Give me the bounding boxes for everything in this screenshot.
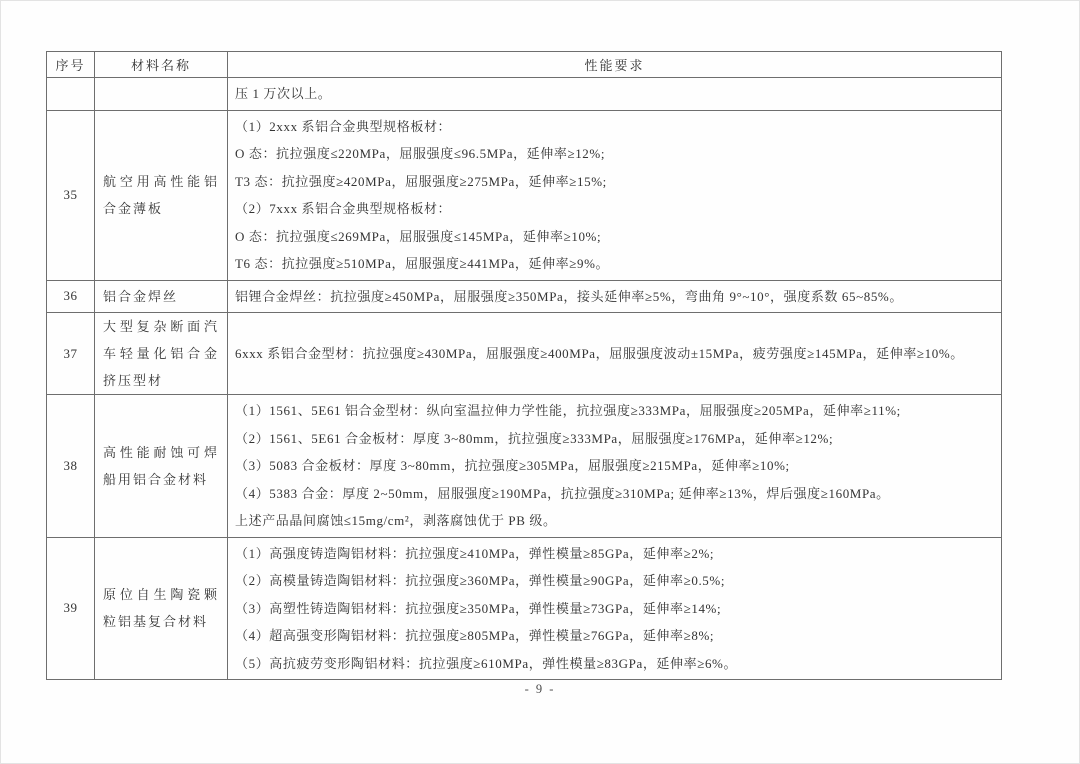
requirement-line: O 态：抗拉强度≤269MPa，屈服强度≤145MPa，延伸率≥10%; <box>235 228 602 244</box>
requirements-cell <box>228 110 1002 280</box>
table-row <box>47 395 1002 538</box>
requirement-line: 上述产品晶间腐蚀≤15mg/cm²，剥落腐蚀优于 PB 级。 <box>235 513 557 528</box>
requirement-line: （4）5383 合金：厚度 2~50mm，屈服强度≥190MPa，抗拉强度≥310MPa; 延伸率≥13%，焊后强度≥160MPa。 <box>235 485 890 501</box>
material-name-cell <box>95 78 228 111</box>
requirement-line: （1）2xxx 系铝合金典型规格板材： <box>235 118 452 134</box>
requirement-line: （2）7xxx 系铝合金典型规格板材： <box>235 201 452 216</box>
material-name-cell: 铝合金焊丝 <box>95 280 228 313</box>
table-row <box>47 537 1002 680</box>
requirement-line: （5）高抗疲劳变形陶铝材料：抗拉强度≥610MPa，弹性模量≥83GPa，延伸率≥6%。 <box>235 655 738 671</box>
requirement-line: （2）1561、5E61 合金板材：厚度 3~80mm，抗拉强度≥333MPa，屈服强度≥176MPa，延伸率≥12%; <box>235 430 834 446</box>
row-id-cell: 35 <box>47 110 95 280</box>
row-id-cell: 38 <box>47 395 95 538</box>
material-name-cell: 大型复杂断面汽车轻量化铝合金挤压型材 <box>95 313 228 395</box>
requirement-line: 铝锂合金焊丝：抗拉强度≥450MPa，屈服强度≥350MPa，接头延伸率≥5%，弯曲角 9°~10°，强度系数 65~85%。 <box>235 288 903 304</box>
requirement-line: （1）1561、5E61 铝合金型材：纵向室温拉伸力学性能，抗拉强度≥333MPa，屈服强度≥205MPa，延伸率≥11%; <box>235 403 901 418</box>
requirement-line: （1）高强度铸造陶铝材料：抗拉强度≥410MPa，弹性模量≥85GPa，延伸率≥2%; <box>235 545 715 561</box>
table-row <box>47 110 1002 280</box>
row-id-cell: 39 <box>47 537 95 680</box>
requirement-line: 压 1 万次以上。 <box>235 86 332 101</box>
requirements-cell <box>228 537 1002 680</box>
header-performance-req: 性能要求 <box>228 52 1002 78</box>
page-number: - 9 - <box>524 682 556 696</box>
requirement-line: 6xxx 系铝合金型材：抗拉强度≥430MPa，屈服强度≥400MPa，屈服强度波动±15MPa，疲劳强度≥145MPa，延伸率≥10%。 <box>235 345 964 361</box>
material-name-cell: 原位自生陶瓷颗粒铝基复合材料 <box>95 537 228 680</box>
table-header-row <box>47 52 1002 78</box>
table-row <box>47 313 1002 395</box>
table-row <box>47 280 1002 313</box>
requirement-line: （4）超高强变形陶铝材料：抗拉强度≥805MPa，弹性模量≥76GPa，延伸率≥8%; <box>235 628 715 643</box>
requirements-cell <box>228 280 1002 313</box>
material-name-cell: 高性能耐蚀可焊船用铝合金材料 <box>95 395 228 538</box>
requirement-line: （3）高塑性铸造陶铝材料：抗拉强度≥350MPa，弹性模量≥73GPa，延伸率≥14%; <box>235 600 722 616</box>
table-row <box>47 78 1002 111</box>
requirements-cell <box>228 395 1002 538</box>
materials-table <box>46 51 1002 680</box>
header-material-name: 材料名称 <box>95 52 228 78</box>
requirement-line: T6 态：抗拉强度≥510MPa，屈服强度≥441MPa，延伸率≥9%。 <box>235 256 610 271</box>
row-id-cell <box>47 78 95 111</box>
requirements-cell <box>228 78 1002 111</box>
row-id-cell: 36 <box>47 280 95 313</box>
header-seq-no: 序号 <box>47 52 95 78</box>
requirement-line: （3）5083 合金板材：厚度 3~80mm，抗拉强度≥305MPa，屈服强度≥215MPa，延伸率≥10%; <box>235 458 790 473</box>
material-name-cell: 航空用高性能铝合金薄板 <box>95 110 228 280</box>
requirements-cell <box>228 313 1002 395</box>
requirement-line: O 态：抗拉强度≤220MPa，屈服强度≤96.5MPa，延伸率≥12%; <box>235 146 606 161</box>
row-id-cell: 37 <box>47 313 95 395</box>
requirement-line: （2）高模量铸造陶铝材料：抗拉强度≥360MPa，弹性模量≥90GPa，延伸率≥0.5%; <box>235 573 726 588</box>
requirement-line: T3 态：抗拉强度≥420MPa，屈服强度≥275MPa，延伸率≥15%; <box>235 173 607 189</box>
